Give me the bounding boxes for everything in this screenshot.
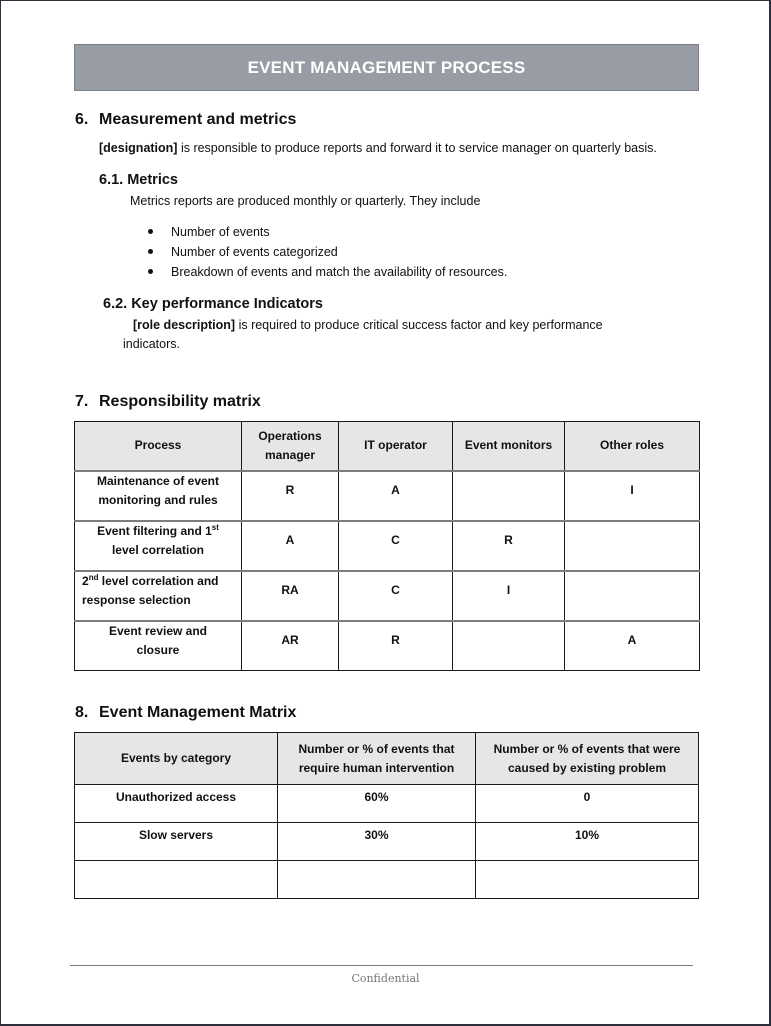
- table-row: [75, 621, 700, 671]
- cell-other-roles: [565, 571, 700, 621]
- placeholder-role-description: [role description]: [133, 318, 236, 332]
- header-line: require human intervention: [298, 760, 455, 775]
- metrics-bullet-list: [146, 224, 507, 284]
- category-value: Slow servers: [138, 828, 214, 842]
- percent-value: 0: [583, 790, 591, 804]
- raci-value: A: [391, 483, 400, 497]
- section-6-intro: [99, 141, 657, 155]
- process-line: response selection: [82, 592, 191, 607]
- cell-operations-manager: [242, 471, 339, 521]
- cell-operations-manager: [242, 521, 339, 571]
- header-line: Number or % of events that were: [493, 741, 681, 756]
- process-line: level correlation and: [98, 573, 219, 588]
- cell-it-operator: [339, 571, 453, 621]
- percent-value: 30%: [364, 828, 389, 842]
- percent-value: 60%: [364, 790, 389, 804]
- cell-human-intervention: [278, 861, 476, 899]
- placeholder-designation: [designation]: [99, 141, 178, 155]
- cell-other-roles: [565, 521, 700, 571]
- process-line: monitoring and rules: [98, 492, 218, 507]
- section-6-heading: [75, 111, 296, 129]
- cell-event-monitors: [453, 621, 565, 671]
- header-human-intervention: [278, 733, 476, 785]
- bullet-icon: [148, 229, 153, 234]
- percent-value: 10%: [574, 828, 600, 842]
- cell-human-intervention: [278, 785, 476, 823]
- section-7-heading: [75, 393, 261, 411]
- raci-value: A: [285, 533, 295, 547]
- header-line: Operations: [258, 428, 322, 443]
- list-item-text: Breakdown of events and match the availability of resources.: [171, 265, 508, 279]
- process-line: Event review and: [108, 623, 208, 638]
- bullet-icon: [148, 269, 153, 274]
- cell-other-roles: [565, 471, 700, 521]
- bullet-icon: [148, 249, 153, 254]
- cell-existing-problem: [476, 823, 699, 861]
- footer-confidential: Confidential: [351, 972, 420, 985]
- section-6-1-text: Metrics reports are produced monthly or quarterly. They include: [130, 194, 481, 208]
- table-row: [75, 861, 699, 899]
- list-item: [146, 224, 507, 244]
- process-line: Maintenance of event: [96, 473, 220, 488]
- header-line: Number or % of events that: [298, 741, 455, 756]
- cell-operations-manager: [242, 621, 339, 671]
- raci-value: I: [630, 483, 634, 497]
- table-row: [75, 471, 700, 521]
- header-it-operator: IT operator: [339, 422, 453, 471]
- header-process: Process: [75, 422, 242, 471]
- table-row: [75, 571, 700, 621]
- section-6-2-heading: 6.2. Key performance Indicators: [103, 296, 323, 312]
- footer-divider: [70, 965, 693, 966]
- section-number: 7.: [75, 393, 89, 410]
- cell-event-monitors: [453, 521, 565, 571]
- table-row: [75, 521, 700, 571]
- responsibility-matrix-table: [74, 421, 700, 671]
- ordinal-suffix: st: [211, 522, 219, 532]
- section-6-2-text-line1: [133, 318, 603, 332]
- raci-value: I: [506, 583, 511, 597]
- intro-text: is responsible to produce reports and forward it to service manager on quarterly basis.: [177, 141, 657, 155]
- header-other-roles: Other roles: [565, 422, 700, 471]
- process-line: 2: [82, 573, 89, 588]
- header-existing-problem: [476, 733, 699, 785]
- list-item-text: Number of events: [171, 225, 270, 239]
- header-line: caused by existing problem: [507, 760, 667, 775]
- header-events-by-category: Events by category: [75, 733, 278, 785]
- cell-it-operator: [339, 521, 453, 571]
- cell-category: [75, 861, 278, 899]
- cell-event-monitors: [453, 571, 565, 621]
- cell-event-monitors: [453, 471, 565, 521]
- cell-it-operator: [339, 621, 453, 671]
- raci-value: RA: [281, 583, 299, 597]
- table-header-row: [75, 733, 699, 785]
- section-title: Responsibility matrix: [99, 393, 261, 410]
- table-header-row: [75, 422, 700, 471]
- kpi-text: is required to produce critical success factor and key performance: [235, 318, 603, 332]
- cell-it-operator: [339, 471, 453, 521]
- header-line: manager: [264, 447, 316, 462]
- section-number: 8.: [75, 704, 89, 721]
- cell-existing-problem: [476, 785, 699, 823]
- section-title: Measurement and metrics: [99, 111, 297, 128]
- list-item: [146, 244, 507, 264]
- process-line: level correlation: [111, 542, 205, 557]
- header-event-monitors: Event monitors: [453, 422, 565, 471]
- cell-process: [75, 471, 242, 521]
- cell-category: [75, 823, 278, 861]
- category-value: Unauthorized access: [115, 790, 237, 804]
- list-item: [146, 264, 507, 284]
- section-number: 6.: [75, 111, 89, 128]
- raci-value: C: [391, 533, 400, 547]
- raci-value: A: [627, 633, 637, 648]
- section-title: Event Management Matrix: [99, 704, 297, 721]
- cell-other-roles: [565, 621, 700, 671]
- raci-value: AR: [281, 633, 299, 648]
- document-title-banner: [74, 44, 699, 91]
- table-row: [75, 785, 699, 823]
- raci-value: R: [285, 483, 295, 497]
- cell-operations-manager: [242, 571, 339, 621]
- cell-existing-problem: [476, 861, 699, 899]
- list-item-text: Number of events categorized: [171, 245, 338, 259]
- cell-human-intervention: [278, 823, 476, 861]
- document-title: EVENT MANAGEMENT PROCESS: [247, 57, 526, 77]
- cell-process: [75, 521, 242, 571]
- ordinal-suffix: nd: [88, 572, 99, 582]
- section-6-2-text-line2: indicators.: [123, 337, 180, 351]
- raci-value: R: [391, 633, 400, 648]
- header-operations-manager: [242, 422, 339, 471]
- event-management-matrix-table: [74, 732, 699, 899]
- cell-process: [75, 571, 242, 621]
- cell-category: [75, 785, 278, 823]
- section-8-heading: [75, 704, 296, 722]
- process-line: Event filtering and 1: [97, 523, 212, 538]
- process-line: closure: [136, 642, 180, 657]
- table-row: [75, 823, 699, 861]
- cell-process: [75, 621, 242, 671]
- raci-value: C: [391, 583, 400, 597]
- section-6-1-heading: 6.1. Metrics: [99, 172, 178, 188]
- raci-value: R: [504, 533, 513, 547]
